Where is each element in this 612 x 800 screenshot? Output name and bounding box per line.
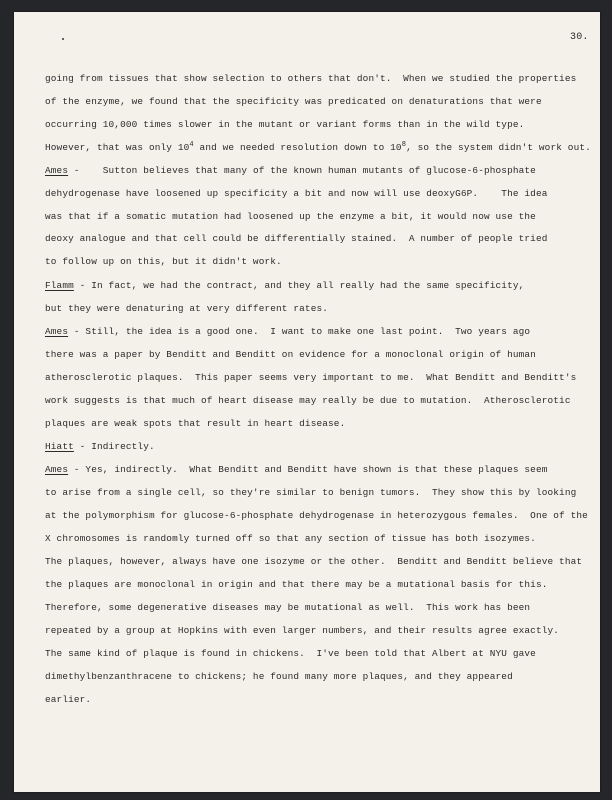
text-line: occurring 10,000 times slower in the mutant or variant forms than in the wild type. [45, 119, 525, 130]
text-segment: - Yes, indirectly. What Benditt and Benditt have shown is that these plaques seem [68, 464, 548, 475]
text-line: but they were denaturing at very different rates. [45, 303, 329, 314]
speaker-name: Ames [45, 464, 69, 475]
text-line: The plaques, however, always have one isozyme or the other. Benditt and Benditt believe that [45, 556, 583, 567]
text-line: deoxy analogue and that cell could be differentially stained. A number of people tried [45, 233, 548, 244]
speaker-name: Flamm [45, 280, 74, 291]
text-line: going from tissues that show selection to others that don't. When we studied the properties [45, 73, 577, 84]
text-line: the plaques are monoclonal in origin and that there may be a mutational basis for this. [45, 579, 548, 590]
text-line: The same kind of plaque is found in chickens. I've been told that Albert at NYU gave [45, 648, 536, 659]
text-segment: - Indirectly. [73, 441, 155, 452]
exponent: 4 [189, 141, 194, 149]
text-line: atherosclerotic plaques. This paper seems very important to me. What Benditt and Benditt's [45, 372, 577, 383]
document-page [14, 12, 600, 792]
text-line: repeated by a group at Hopkins with even larger numbers, and their results agree exactly. [45, 625, 560, 636]
text-line [45, 326, 530, 338]
speaker-name: Ames [45, 326, 69, 337]
text-line: dimethylbenzanthracene to chickens; he found many more plaques, and they appeared [45, 671, 513, 682]
text-line: to arise from a single cell, so they're similar to benign tumors. They show this by looking [45, 487, 577, 498]
page-number: 30. [570, 32, 589, 43]
text-line: earlier. [45, 694, 92, 705]
text-line: Therefore, some degenerative diseases may be mutational as well. This work has been [45, 602, 531, 613]
text-line: work suggests is that much of heart disease may really be due to mutation. Atherosclerotic [45, 395, 571, 406]
text-segment: and we needed resolution down to 10 [193, 142, 402, 153]
text-line: dehydrogenase have loosened up specificity a bit and now will use deoxyG6P. The idea [45, 188, 548, 199]
text-line [45, 142, 591, 154]
text-segment: - In fact, we had the contract, and they all really had the same specificity, [73, 280, 525, 291]
text-segment: , so the system didn't work out. [406, 142, 591, 153]
text-segment: - Still, the idea is a good one. I want to make one last point. Two years ago [68, 326, 531, 337]
text-line: plaques are weak spots that result in heart disease. [45, 418, 346, 429]
text-line: there was a paper by Benditt and Benditt on evidence for a monoclonal origin of human [45, 349, 536, 360]
text-line: X chromosomes is randomly turned off so that any section of tissue has both isozymes. [45, 533, 536, 544]
exponent: 8 [401, 141, 407, 149]
text-segment: However, that was only 10 [45, 142, 190, 153]
text-segment: - Sutton believes that many of the known human mutants of glucose-6-phosphate [68, 165, 536, 176]
text-line [45, 280, 524, 292]
text-line [45, 464, 548, 476]
text-line: of the enzyme, we found that the specificity was predicated on denaturations that were [45, 96, 542, 107]
text-line [45, 441, 155, 453]
text-line: was that if a somatic mutation had loosened up the enzyme a bit, it would now use the [45, 211, 536, 222]
speaker-name: Hiatt [45, 441, 74, 452]
speck-mark [62, 38, 64, 40]
text-line [45, 165, 536, 177]
text-line: at the polymorphism for glucose-6-phosphate dehydrogenase in heterozygous females. One of the [45, 510, 588, 521]
text-line: to follow up on this, but it didn't work. [45, 256, 282, 267]
speaker-name: Ames [45, 165, 69, 176]
